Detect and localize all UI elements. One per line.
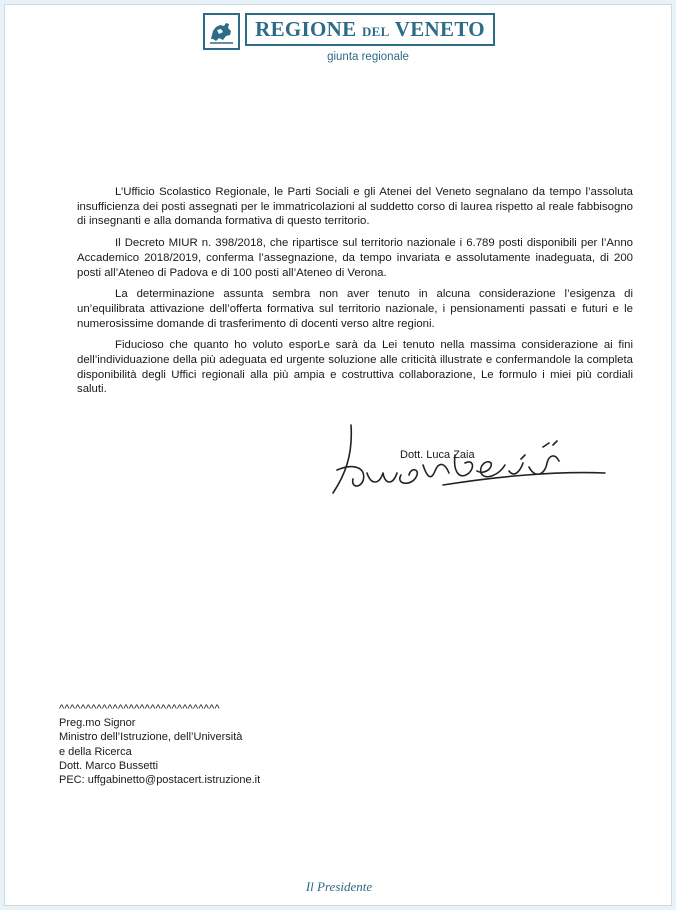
addressee-email: PEC: uffgabinetto@postacert.istruzione.it <box>59 774 261 787</box>
handwritten-signature <box>323 415 613 510</box>
org-name-article: DEL <box>361 24 390 39</box>
addressee-line: Preg.mo Signor <box>59 717 136 730</box>
signer-name: Dott. Luca Zaia <box>400 449 475 461</box>
lion-emblem-icon <box>207 17 236 46</box>
separator-line: ^^^^^^^^^^^^^^^^^^^^^^^^^^^^^^ <box>59 703 220 715</box>
paragraph: Fiducioso che quanto ho voluto esporLe sarà da Lei tenuto nella massima considerazione ai fini dell’individuazione della più adeguata ed urgente soluzione alle criticità illustrate e confermandole la completa disponibilità degli Uffici regionali alla più ampia e costruttiva collaborazione, Le formulo i miei più cordiali saluti. <box>77 339 633 396</box>
org-name-main: REGIONE <box>255 17 357 41</box>
org-name-end: VENETO <box>394 17 485 41</box>
organization-name <box>245 13 495 46</box>
letter-page <box>4 4 672 906</box>
paragraph: L’Ufficio Scolastico Regionale, le Parti Sociali e gli Atenei del Veneto segnalano da tempo l’assoluta insufficienza dei posti assegnati per le immatricolazioni al suddetto corso di laurea rispetto al reale fabbisogno di insegnanti e alla domanda formativa di questo territorio. <box>77 186 633 228</box>
footer-title: Il Presidente <box>305 879 373 894</box>
letterhead <box>203 11 503 71</box>
organization-subtitle: giunta regionale <box>327 51 409 63</box>
addressee-line: Ministro dell’Istruzione, dell’Università <box>59 731 243 744</box>
addressee-line: Dott. Marco Bussetti <box>59 759 159 772</box>
addressee-block <box>59 702 260 787</box>
letter-body <box>77 185 633 404</box>
region-emblem-logo <box>203 13 240 50</box>
addressee-line: e della Ricerca <box>59 745 132 758</box>
paragraph: Il Decreto MIUR n. 398/2018, che ripartisce sul territorio nazionale i 6.789 posti disponibili per l’Anno Accademico 2018/2019, conferma l’assegnazione, da tempo invariata e assolutamente inadeguata, di 200 posti all’Ateneo di Padova e di 100 posti all’Ateneo di Verona. <box>77 237 633 279</box>
paragraph: La determinazione assunta sembra non aver tenuto in alcuna considerazione l’esigenza di un’equilibrata attivazione dell’offerta formativa sul territorio nazionale, i pensionamenti passati e futuri e le numerosissime domande di trasferimento di docenti verso altre regioni. <box>77 288 633 330</box>
